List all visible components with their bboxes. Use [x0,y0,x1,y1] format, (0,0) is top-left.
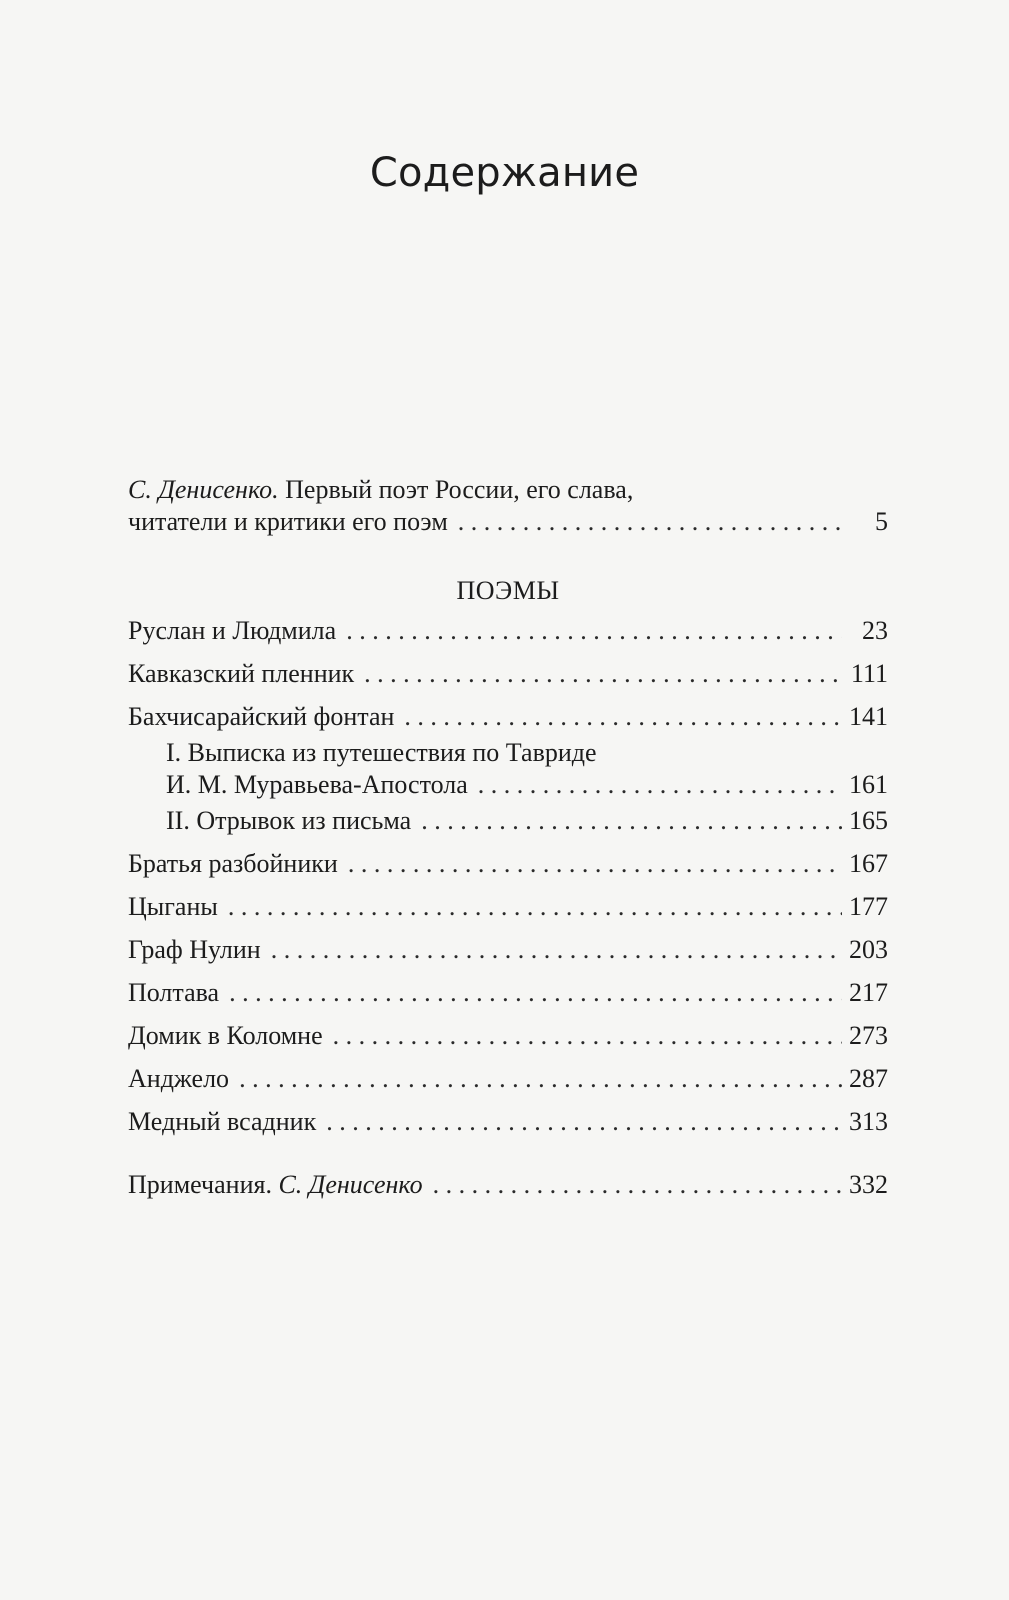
dot-leader [458,506,842,538]
dot-leader [364,658,842,690]
intro-title-line-1: Первый поэт России, его слава, [285,475,634,504]
toc-entry [128,1063,888,1095]
entry-title: Медный всадник [128,1107,317,1136]
dot-leader [348,848,842,880]
page-number: 313 [849,1107,888,1136]
dot-leader [326,1106,842,1138]
page-number: 217 [849,978,888,1007]
entry-title: Полтава [128,978,220,1007]
notes-label: Примечания. [128,1170,272,1199]
page-number: 332 [849,1170,888,1199]
intro-title-line-2: читатели и критики его поэм [128,507,448,536]
page-number: 177 [849,892,888,921]
toc-entry [128,934,888,966]
page-number: 141 [849,702,888,731]
sub-entry [166,769,888,801]
dot-leader [346,615,842,647]
toc-entry [128,658,888,690]
toc-entry [128,615,888,647]
entry-title: Граф Нулин [128,935,261,964]
dot-leader [478,769,842,801]
toc-entry [128,1106,888,1138]
section-header: ПОЭМЫ [456,576,560,605]
entry-title: Руслан и Людмила [128,616,337,645]
dot-leader [271,934,842,966]
page-number: 167 [849,849,888,878]
intro-line-1 [128,474,633,506]
toc-entry [128,977,888,1009]
entry-title: Кавказский пленник [128,659,355,688]
dot-leader [228,891,842,923]
page-title: Содержание [369,150,640,196]
entry-title: Цыганы [128,892,218,921]
sub-entry-line-1: I. Выписка из путешествия по Тавриде [166,738,597,767]
page-number: 111 [850,659,888,688]
sub-entry [166,805,888,837]
sub-entry-title: И. М. Муравьева-Апостола [166,770,468,799]
dot-leader [421,805,842,837]
toc-entry [128,848,888,880]
dot-leader [333,1020,842,1052]
page-number: 203 [849,935,888,964]
page-number: 5 [875,507,888,536]
sub-entry-title: II. Отрывок из письма [166,806,412,835]
page-number: 23 [862,616,888,645]
dot-leader [433,1169,842,1201]
page-number: 165 [849,806,888,835]
toc-entry [128,891,888,923]
intro-author: С. Денисенко. [128,475,279,504]
dot-leader [404,701,842,733]
entry-title: Анджело [128,1064,230,1093]
page-number: 273 [849,1021,888,1050]
intro-line-2 [128,506,888,538]
entry-title: Домик в Коломне [128,1021,323,1050]
dot-leader [229,977,842,1009]
notes-author: С. Денисенко [278,1170,423,1199]
notes-title [128,1169,423,1201]
page-number: 161 [849,770,888,799]
toc-entry [128,1020,888,1052]
toc-entry [128,701,888,733]
page-number: 287 [849,1064,888,1093]
entry-title: Братья разбойники [128,849,338,878]
toc-entry-notes [128,1169,888,1201]
entry-title: Бахчисарайский фонтан [128,702,395,731]
dot-leader [239,1063,842,1095]
